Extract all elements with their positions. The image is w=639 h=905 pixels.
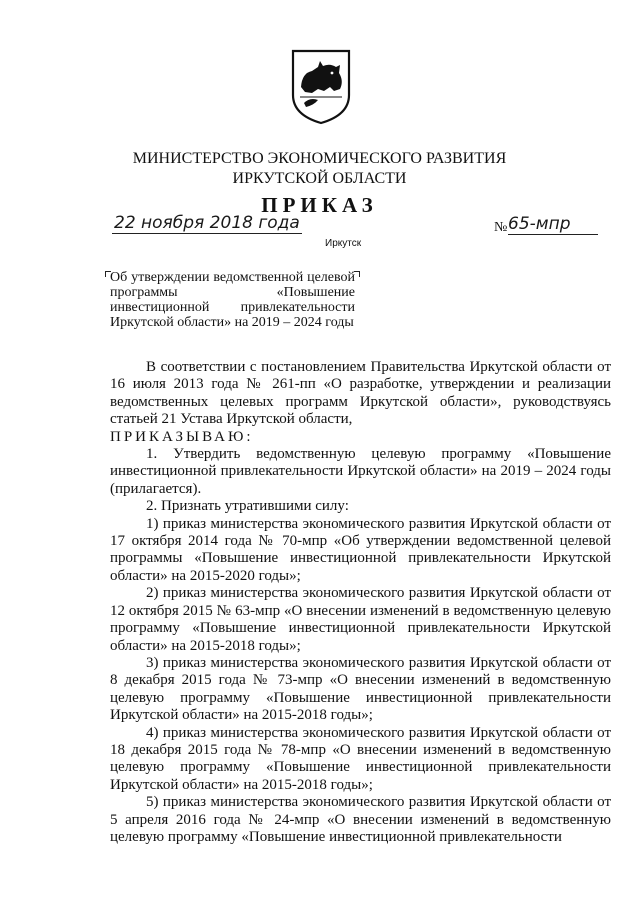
ministry-name-line2: ИРКУТСКОЙ ОБЛАСТИ (232, 170, 407, 187)
ministry-name-line1: МИНИСТЕРСТВО ЭКОНОМИЧЕСКОГО РАЗВИТИЯ (132, 150, 507, 167)
subitem-4-paragraph: 4) приказ министерства экономического развития Иркутской области от 18 декабря 2015 года № 78-мпр «О внесении изменений в ведомственную целевую программу «Повышение инвестиционной привлекательности Иркутской области» на 2015-2018 годы»; (110, 724, 611, 793)
subitem-3-paragraph: 3) приказ министерства экономического развития Иркутской области от 8 декабря 2015 года № 73-мпр «О внесении изменений в ведомственную целевую программу «Повышение инвестиционной привлекательности Иркутской области» на 2015-2018 годы»; (110, 654, 611, 724)
order-word: ПРИКАЗЫВАЮ: (110, 428, 254, 445)
subitem-1-paragraph: 1) приказ министерства экономического развития Иркутской области от 17 октября 2014 года № 70-мпр «Об утверждении ведомственной целевой программы «Повышение инвестиционной привлекательности Иркутской области» на 2015-2020 годы»; (110, 515, 611, 584)
item-1-paragraph: 1. Утвердить ведомственную целевую программу «Повышение инвестиционной привлекательности Иркутской области» на 2019 – 2024 годы (прилагается). (110, 446, 611, 497)
number-label: № (494, 220, 508, 235)
city-label: Иркутск (325, 238, 362, 249)
preamble-paragraph: В соответствии с постановлением Правительства Иркутской области от 16 июля 2013 года № 261-пп «О разработке, утверждении и реализации ведомственных целевых программ Иркутской области», руководствуясь статьей 21 Устава Иркутской области, (110, 359, 611, 428)
coat-of-arms-emblem (290, 47, 352, 125)
subitem-2-paragraph: 2) приказ министерства экономического развития Иркутской области от 12 октября 2015 № 63-мпр «О внесении изменений в ведомственную целевую программу «Повышение инвестиционной привлекательности Иркутской области» на 2015-2018 годы»; (110, 585, 611, 654)
item-2-paragraph: 2. Признать утратившими силу: (146, 498, 349, 515)
handwritten-date: 22 ноября 2018 года (114, 213, 300, 233)
document-type-title: ПРИКАЗ (261, 193, 378, 217)
handwritten-number: 65-мпр (508, 214, 598, 235)
order-body (110, 359, 611, 846)
subitem-5-paragraph: 5) приказ министерства экономического развития Иркутской области от 5 апреля 2016 года № 24-мпр «О внесении изменений в ведомственную целевую программу «Повышение инвестиционной привлекательности (110, 794, 611, 845)
order-subject: Об утверждении ведомственной целевой программы «Повышение инвестиционной привлекательности Иркутской области» на 2019 – 2024 годы (110, 270, 355, 330)
